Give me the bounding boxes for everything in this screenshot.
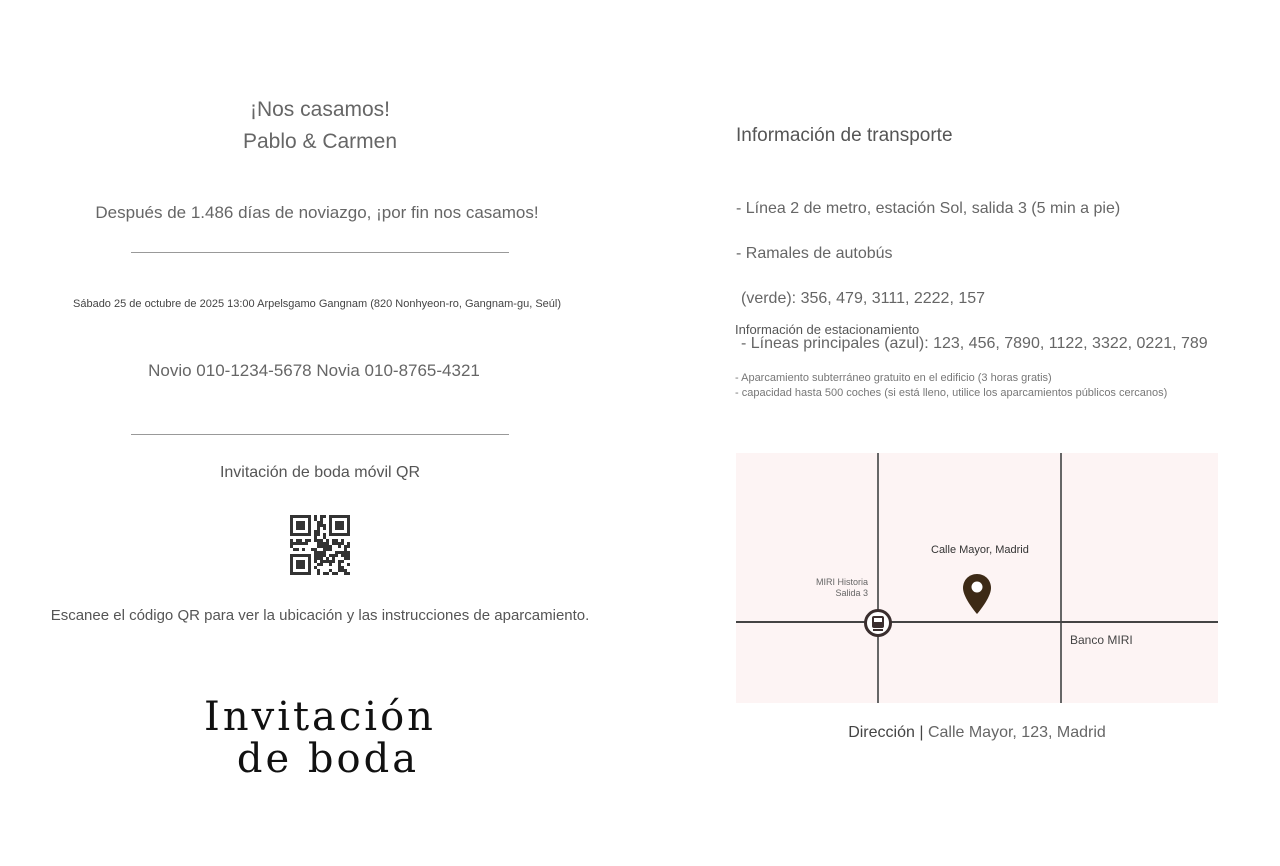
- event-details: Sábado 25 de octubre de 2025 13:00 Arpelsgamo Gangnam (820 Nonhyeon-ro, Gangnam-gu, Seúl): [73, 298, 561, 310]
- bank-label: Banco MIRI: [1070, 633, 1133, 647]
- divider: [131, 434, 509, 435]
- parking-list: [735, 371, 1167, 401]
- station-exit: Salida 3: [835, 588, 868, 598]
- address-label: Dirección: [848, 724, 915, 741]
- logo-line1: Invitación: [204, 694, 436, 740]
- address-line: [736, 724, 1218, 742]
- qr-caption: Escanee el código QR para ver la ubicación y las instrucciones de aparcamiento.: [50, 607, 590, 624]
- map-road: [736, 621, 1218, 623]
- intro-text: Después de 1.486 días de noviazgo, ¡por fin nos casamos!: [95, 203, 539, 222]
- map-road: [877, 453, 879, 703]
- headline: ¡Nos casamos!: [249, 98, 391, 121]
- parking-line: - Aparcamiento subterráneo gratuito en el edificio (3 horas gratis): [735, 372, 1052, 384]
- map-road: [1060, 453, 1062, 703]
- transport-line: - Línea 2 de metro, estación Sol, salida 3 (5 min a pie): [736, 199, 1121, 217]
- address-separator: |: [919, 724, 924, 741]
- contacts: Novio 010-1234-5678 Novia 010-8765-4321: [148, 361, 480, 380]
- qr-heading: Invitación de boda móvil QR: [219, 464, 421, 481]
- qr-code[interactable]: [290, 515, 350, 575]
- station-name: MIRI Historia: [815, 577, 868, 587]
- transport-line: (verde): 356, 479, 3111, 2222, 157: [741, 289, 986, 307]
- couple-names: Pablo & Carmen: [242, 130, 398, 153]
- venue-label: Calle Mayor, Madrid: [931, 544, 1029, 556]
- transport-line: - Ramales de autobús: [736, 244, 893, 262]
- transport-heading: Información de transporte: [736, 125, 953, 146]
- logo-line2: de boda: [236, 736, 420, 782]
- station-label: [816, 577, 868, 599]
- parking-line: - capacidad hasta 500 coches (si está lleno, utilice los aparcamientos públicos cercanos): [735, 387, 1168, 399]
- transport-line: - Líneas principales (azul): 123, 456, 7890, 1122, 3322, 0221, 789: [741, 334, 1208, 352]
- transport-list: [736, 175, 1208, 378]
- parking-heading: Información de estacionamiento: [735, 322, 920, 337]
- divider: [131, 252, 509, 253]
- train-icon: [863, 608, 893, 638]
- location-map[interactable]: [736, 453, 1218, 703]
- address: Calle Mayor, 123, Madrid: [927, 724, 1106, 741]
- location-pin-icon: [962, 573, 992, 615]
